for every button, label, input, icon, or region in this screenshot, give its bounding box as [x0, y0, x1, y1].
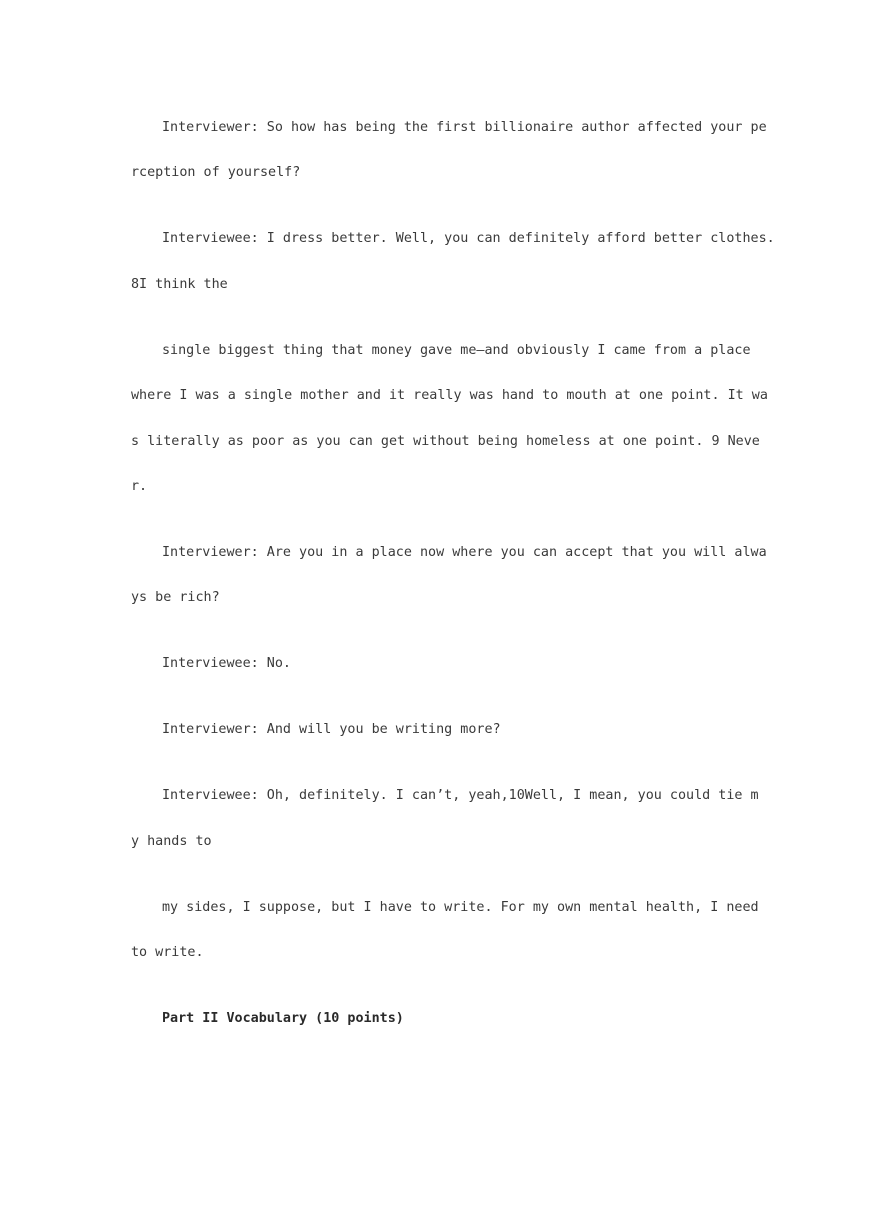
text-line: single biggest thing that money gave me—and obviously I came from a place: [162, 343, 751, 358]
text-line: Interviewee: No.: [162, 656, 291, 671]
text-line: rception of yourself?: [131, 165, 301, 180]
text-line: to write.: [131, 945, 204, 960]
text-line: 8I think the: [131, 277, 228, 292]
section-heading: Part II Vocabulary (10 points): [162, 1011, 404, 1026]
text-line: Interviewee: Oh, definitely. I can’t, yeah,10Well, I mean, you could tie m: [162, 788, 759, 803]
text-line: Interviewer: Are you in a place now where you can accept that you will alwa: [162, 545, 767, 560]
text-line: r.: [131, 479, 148, 494]
text-line: s literally as poor as you can get without being homeless at one point. 9 Neve: [131, 434, 760, 449]
text-line: where I was a single mother and it really was hand to mouth at one point. It wa: [131, 388, 768, 403]
text-line: ys be rich?: [131, 590, 220, 605]
text-line: y hands to: [131, 834, 212, 849]
text-line: my sides, I suppose, but I have to write. For my own mental health, I need: [162, 900, 759, 915]
text-line: Interviewer: So how has being the first billionaire author affected your pe: [162, 120, 767, 135]
text-line: Interviewee: I dress better. Well, you can definitely afford better clothes.: [162, 231, 775, 246]
text-line: Interviewer: And will you be writing more?: [162, 722, 501, 737]
